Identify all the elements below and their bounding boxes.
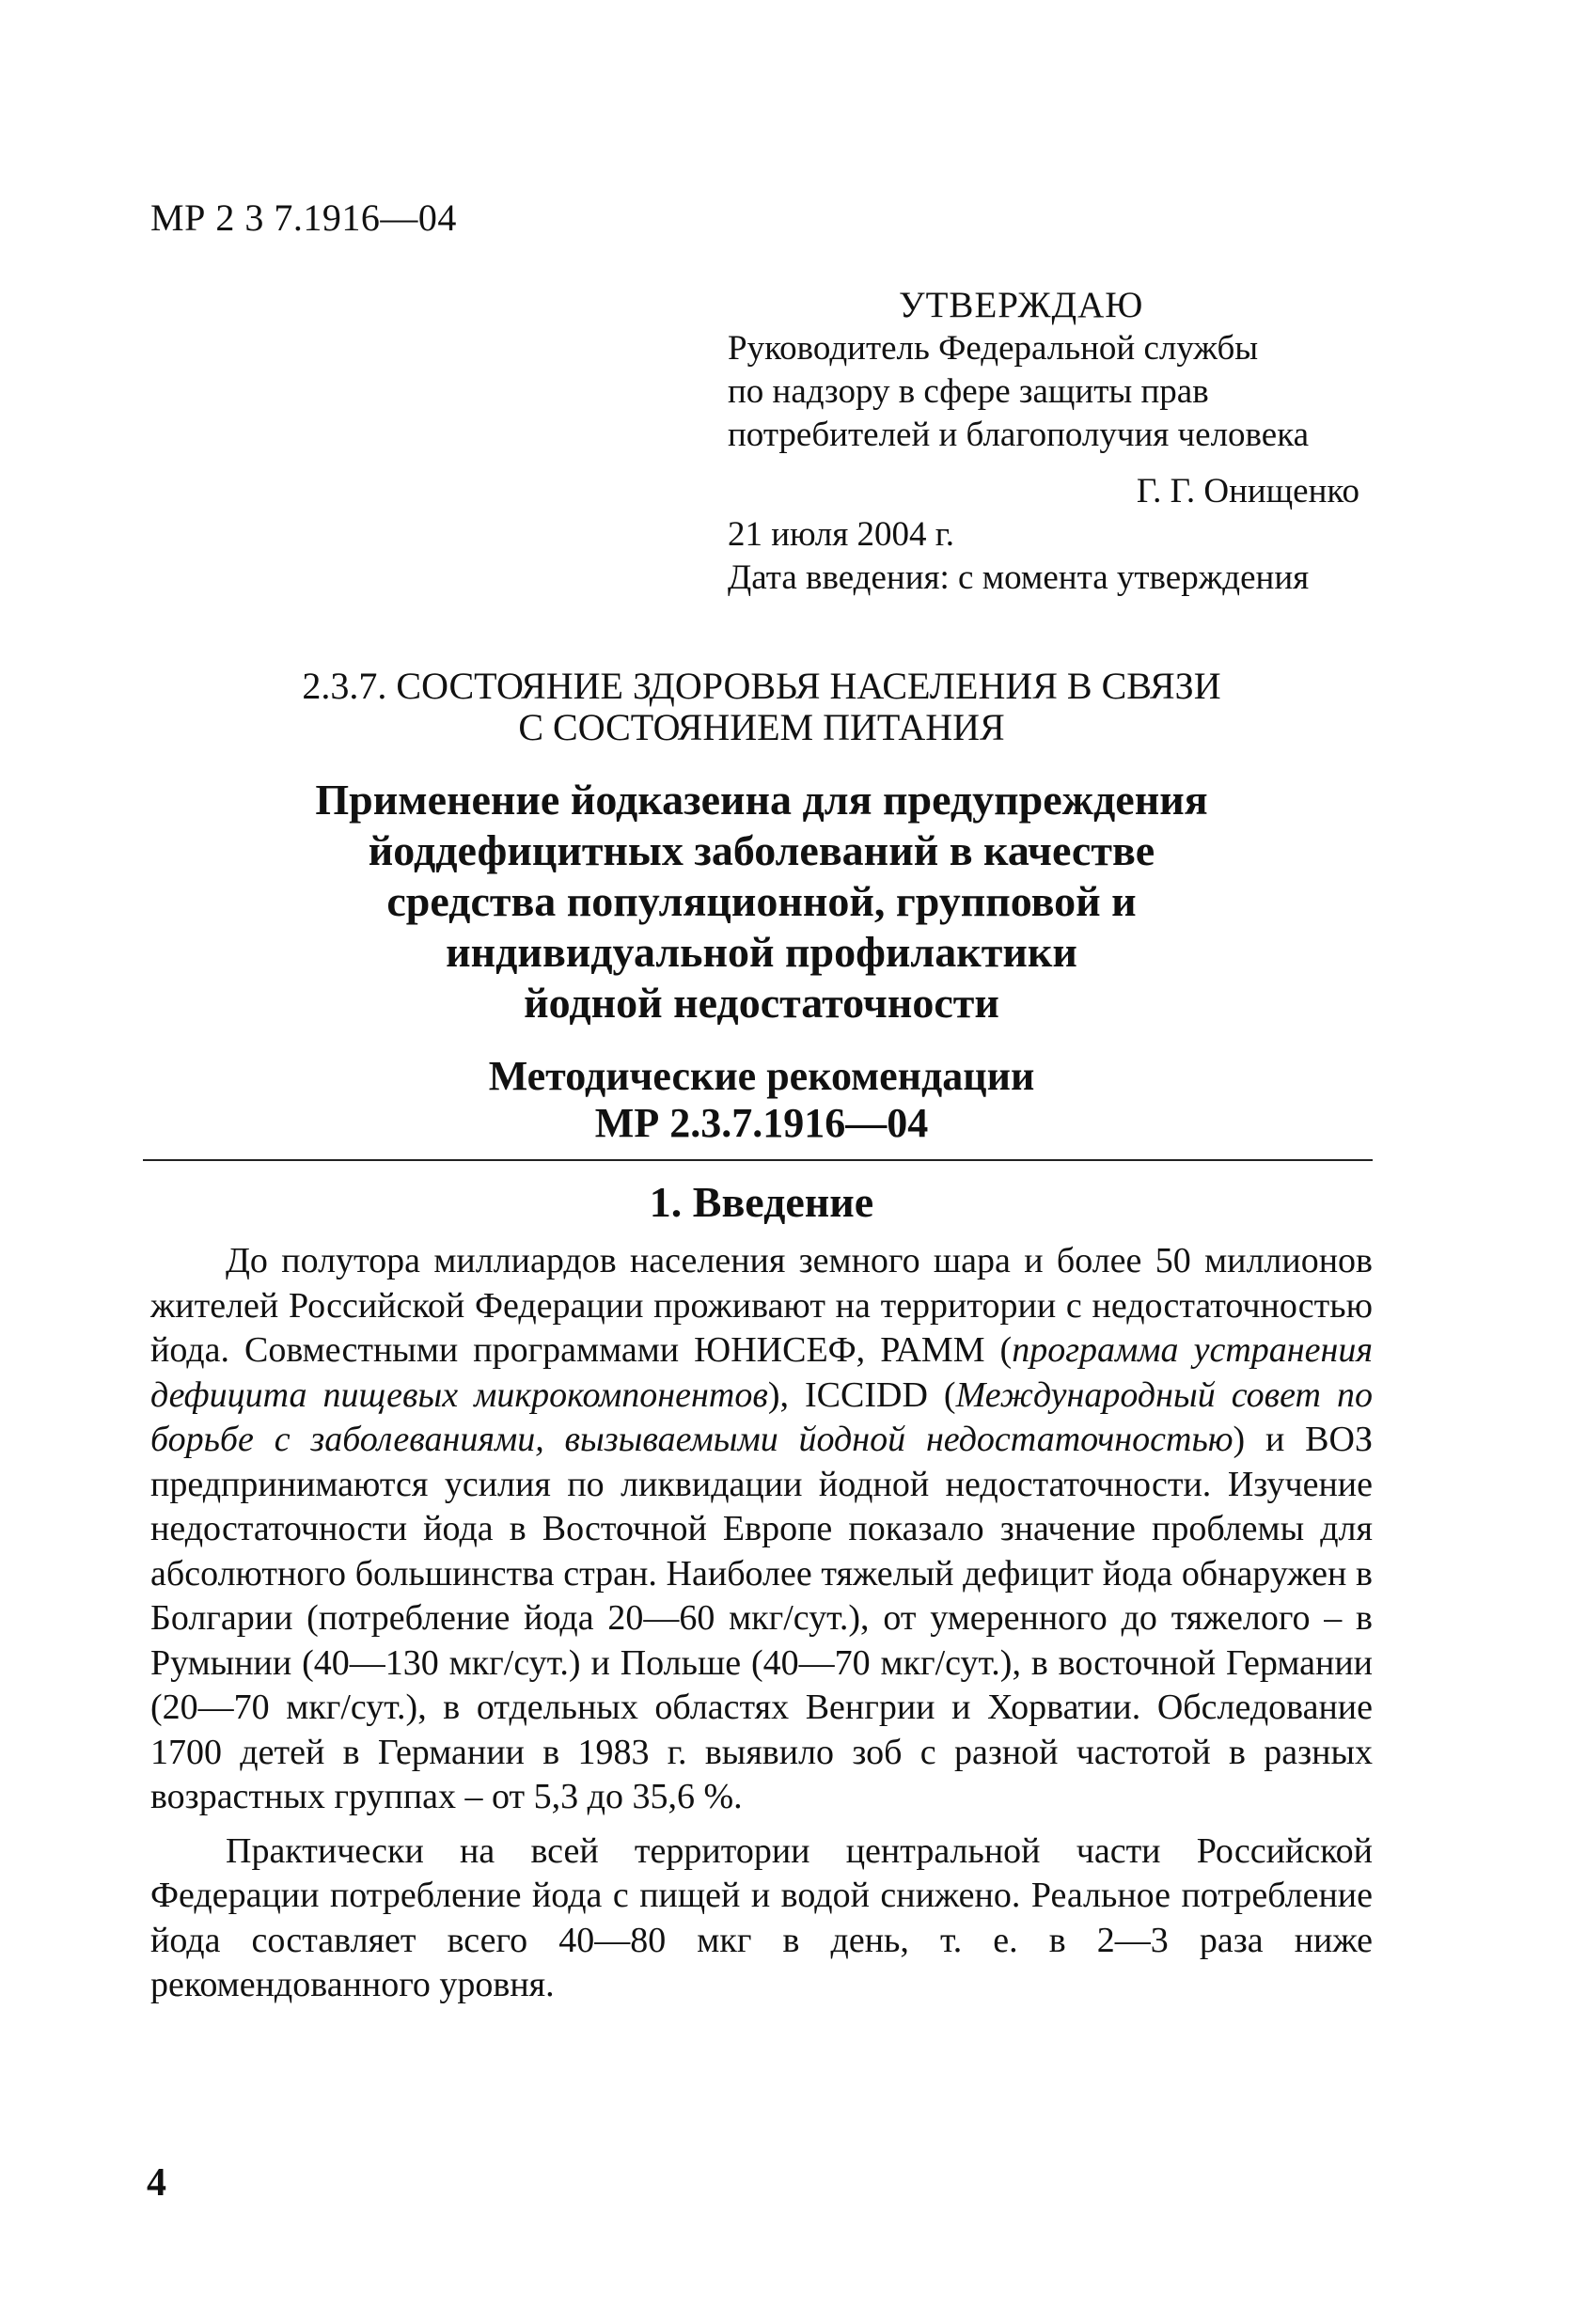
- effective-date: Дата введения: с момента утверждения: [728, 558, 1310, 597]
- intro-body: [150, 1239, 1373, 2018]
- text-run: ) и ВОЗ предпринимаются усилия по ликвидации йодной недостаточности. Изучение недостаточности йода в Восточной Европе показало значение проблемы для абсолютного большинства стран. Наиболее тяжелый дефицит йода обнаружен в Болгарии (потребление йода 20—60 мкг/сут.), от умеренного до тяжелого – в Румынии (40—130 мкг/сут.) и Польше (40—70 мкг/сут.), в восточной Германии (20—70 мкг/сут.), в отдельных областях Венгрии и Хорватии. Обследование 1700 детей в Германии в 1983 г. выявило зоб с разной частотой в разных возрастных группах – от 5,3 до 35,6 %.: [150, 1420, 1373, 1816]
- intro-heading: 1. Введение: [649, 1178, 874, 1226]
- approval-title: УТВЕРЖДАЮ: [899, 285, 1144, 325]
- page-number: 4: [147, 2161, 166, 2205]
- section-title: [150, 666, 1373, 748]
- title-line: Применение йодказеина для предупреждения: [315, 776, 1208, 824]
- approver-position-line: по надзору в сфере защиты прав: [728, 372, 1209, 411]
- subtitle-line: Методические рекомендации: [488, 1053, 1035, 1099]
- title-line: йоддефицитных заболеваний в качестве: [368, 826, 1155, 874]
- approver-position-line: Руководитель Федеральной службы: [728, 329, 1259, 368]
- title-line: йодной недостаточности: [524, 979, 999, 1027]
- section-title-line: С СОСТОЯНИЕМ ПИТАНИЯ: [518, 706, 1005, 748]
- subtitle-line: МР 2.3.7.1916—04: [594, 1100, 929, 1146]
- approver-position-line: потребителей и благополучия человека: [728, 416, 1310, 454]
- text-run: До полутора миллиардов населения земного шара и более 50 миллионов жителей Российской Федерации проживают на территории с недостаточностью йода. Совместными программами ЮНИСЕФ, РАММ (: [150, 1241, 1373, 1370]
- approval-block: [728, 284, 1367, 600]
- document-title: [150, 775, 1373, 1029]
- approver-name: Г. Г. Онищенко: [1136, 472, 1359, 510]
- title-line: средства популяционной, групповой и: [386, 877, 1137, 925]
- horizontal-rule: [143, 1159, 1373, 1161]
- section-title-line: 2.3.7. СОСТОЯНИЕ ЗДОРОВЬЯ НАСЕЛЕНИЯ В СВЯЗИ: [302, 665, 1221, 707]
- text-run: ), ICCIDD (: [767, 1374, 956, 1415]
- intro-paragraph-1: [150, 1239, 1373, 1820]
- document-code: МР 2 3 7.1916—04: [150, 196, 457, 239]
- approval-date: 21 июля 2004 г.: [728, 515, 955, 554]
- italic-text-run: программа устранения дефицита пищевых микрокомпонентов: [150, 1330, 1373, 1415]
- document-subtitle: [150, 1053, 1373, 1147]
- intro-paragraph-2: Практически на всей территории центральной части Российской Федерации потребление йода с пищей и водой снижено. Реальное потребление йода составляет всего 40—80 мкг в день, т. е. в 2—3 раза ниже рекомендованного уровня.: [150, 1830, 1373, 2004]
- italic-text-run: Международный совет по борьбе с заболеваниями, вызываемыми йодной недостаточностью: [150, 1374, 1373, 1459]
- title-line: индивидуальной профилактики: [446, 928, 1077, 976]
